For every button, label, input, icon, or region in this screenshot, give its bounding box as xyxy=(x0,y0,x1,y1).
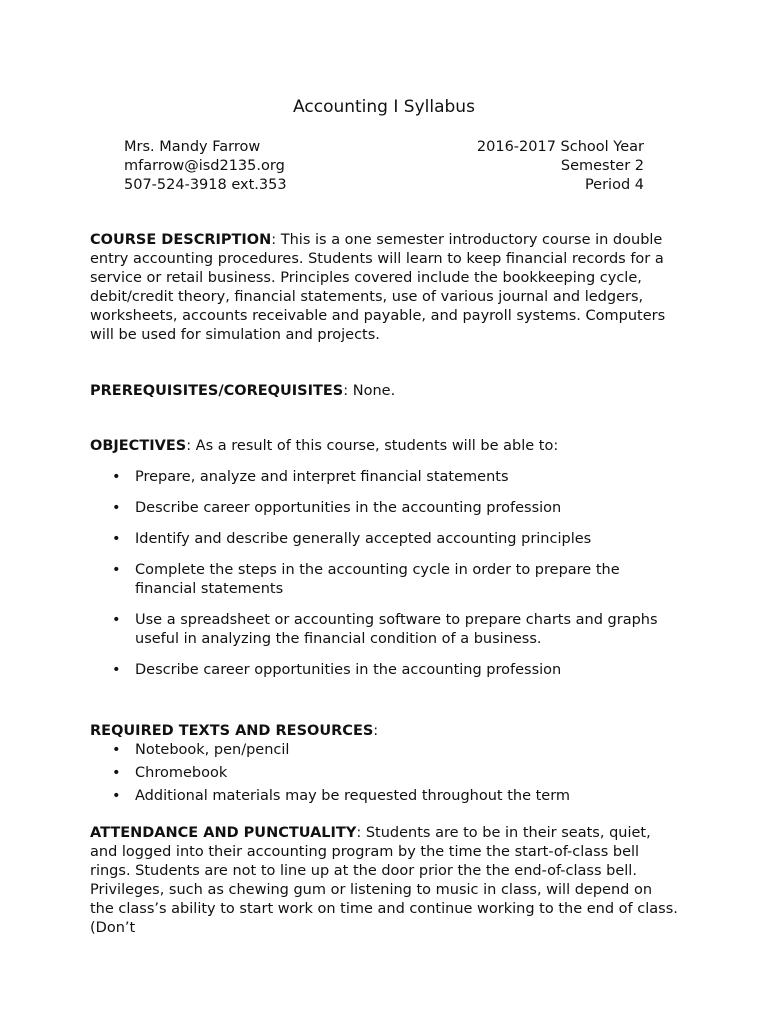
resources-list xyxy=(90,741,680,806)
attendance-section xyxy=(90,824,680,938)
semester: Semester 2 xyxy=(560,158,644,174)
period: Period 4 xyxy=(584,177,644,193)
list-item xyxy=(90,561,675,599)
objectives-intro: : As a result of this course, students will be able to: xyxy=(186,438,559,454)
list-item xyxy=(90,764,675,783)
attendance-label: ATTENDANCE AND PUNCTUALITY xyxy=(90,825,357,841)
term-info xyxy=(477,138,644,195)
objective-text: Identify and describe generally accepted accounting principles xyxy=(135,531,592,547)
resource-text: Notebook, pen/pencil xyxy=(135,742,290,758)
list-item xyxy=(90,611,675,649)
objectives-intro-paragraph xyxy=(90,437,680,456)
teacher-name: Mrs. Mandy Farrow xyxy=(124,139,261,155)
list-item xyxy=(90,530,675,549)
bullet-icon: • xyxy=(112,788,121,804)
objective-text: Describe career opportunities in the accounting profession xyxy=(135,500,562,516)
list-item xyxy=(90,499,675,518)
course-description-text: : This is a one semester introductory course in double entry accounting procedures. Students will learn to keep financial records for a service or retail business. Principles covered include the bookkeeping cycle, debit/credit theory, financial statements, use of various journal and ledgers, worksheets, accounts receivable and payable, and payroll systems. Computers will be used for simulation and projects. xyxy=(90,232,666,343)
objective-text: Use a spreadsheet or accounting software to prepare charts and graphs useful in analyzing the financial condition of a business. xyxy=(135,612,658,647)
prerequisites-label: PREREQUISITES/COREQUISITES xyxy=(90,383,344,399)
list-item xyxy=(90,661,675,680)
document-title: Accounting I Syllabus xyxy=(293,97,475,117)
resource-text: Additional materials may be requested throughout the term xyxy=(135,788,571,804)
teacher-info xyxy=(124,138,287,195)
objectives-section xyxy=(90,437,680,692)
bullet-icon: • xyxy=(112,469,121,485)
resources-section xyxy=(90,722,680,810)
bullet-icon: • xyxy=(112,500,121,516)
objective-text: Complete the steps in the accounting cycle in order to prepare the financial statements xyxy=(135,562,620,597)
teacher-email: mfarrow@isd2135.org xyxy=(124,158,285,174)
course-description-section xyxy=(90,231,680,345)
objective-text: Describe career opportunities in the accounting profession xyxy=(135,662,562,678)
objectives-label: OBJECTIVES xyxy=(90,438,187,454)
attendance-text: : Students are to be in their seats, quiet, and logged into their accounting program by the time the start-of-class bell rings. Students are not to line up at the door prior the the end-of-class bell. Privileges, such as chewing gum or listening to music in class, will depend on the class’s ability to start work on time and continue working to the end of class. (Don’t xyxy=(90,825,678,936)
bullet-icon: • xyxy=(112,531,121,547)
list-item xyxy=(90,787,675,806)
bullet-icon: • xyxy=(112,662,121,678)
bullet-icon: • xyxy=(112,765,121,781)
objectives-list xyxy=(90,468,680,680)
bullet-icon: • xyxy=(112,612,121,628)
resources-heading xyxy=(90,722,680,741)
bullet-icon: • xyxy=(112,742,121,758)
school-year: 2016-2017 School Year xyxy=(476,139,644,155)
objective-text: Prepare, analyze and interpret financial statements xyxy=(135,469,509,485)
prerequisites-section xyxy=(90,382,680,401)
course-description-label: COURSE DESCRIPTION xyxy=(90,232,272,248)
resources-suffix: : xyxy=(373,723,379,739)
attendance-paragraph xyxy=(90,824,680,938)
list-item xyxy=(90,741,675,760)
prerequisites-text: : None. xyxy=(343,383,396,399)
resources-label: REQUIRED TEXTS AND RESOURCES xyxy=(90,723,374,739)
prerequisites-paragraph xyxy=(90,382,680,401)
teacher-phone: 507-524-3918 ext.353 xyxy=(124,177,287,193)
list-item xyxy=(90,468,675,487)
course-description-paragraph xyxy=(90,231,680,345)
resource-text: Chromebook xyxy=(135,765,228,781)
bullet-icon: • xyxy=(112,562,121,578)
